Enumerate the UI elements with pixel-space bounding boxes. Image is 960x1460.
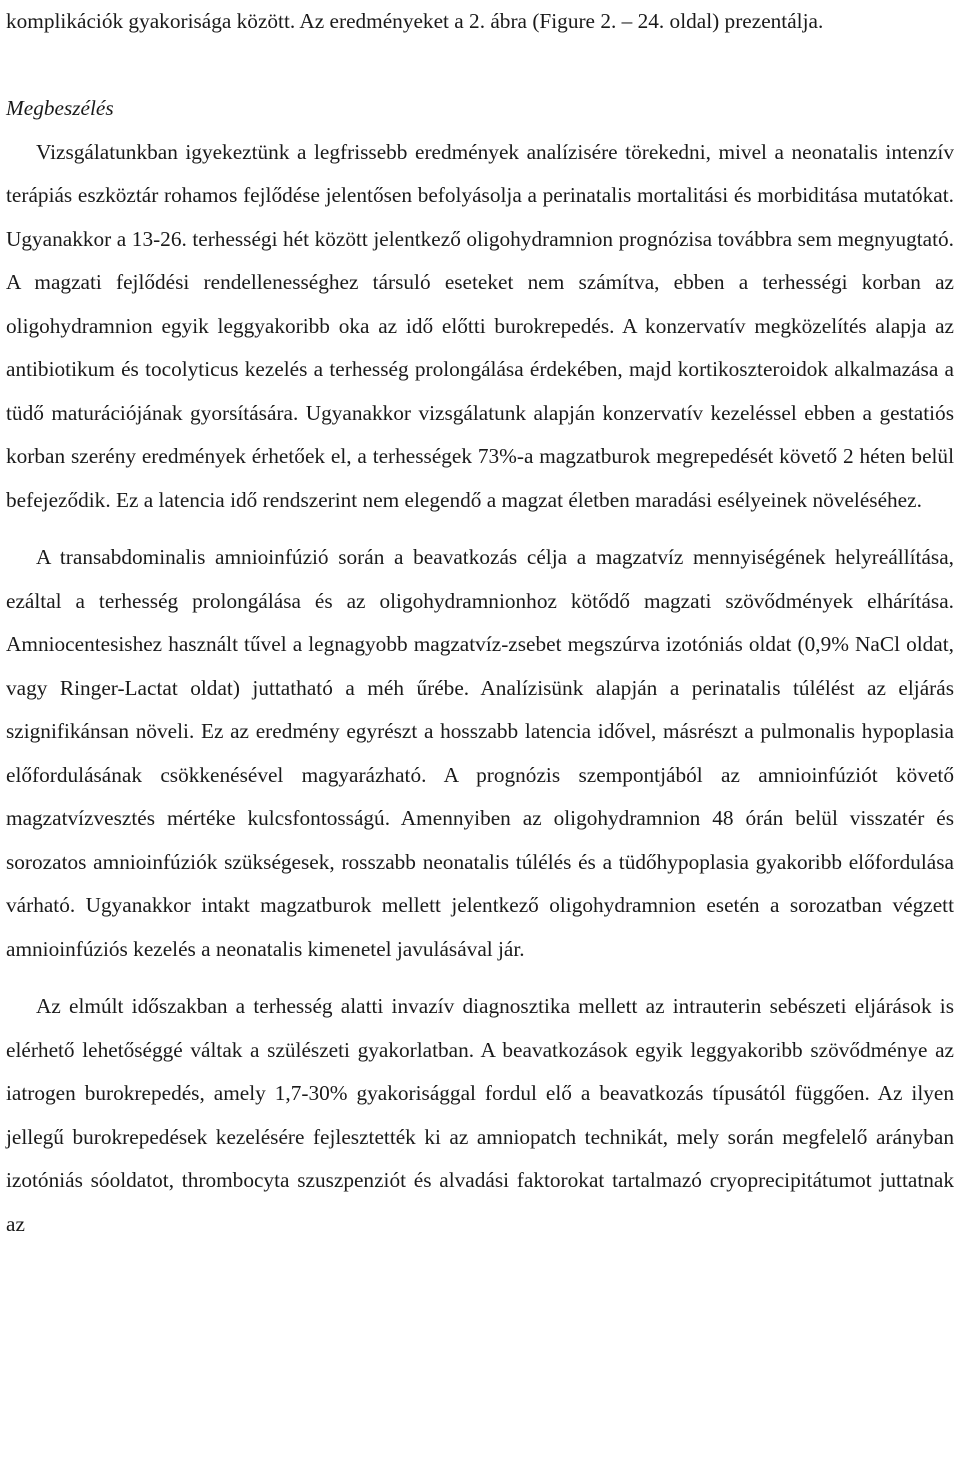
paragraph-3: Az elmúlt időszakban a terhesség alatti invazív diagnosztika mellett az intrauterin sebészeti eljárások is elérhető lehetőséggé váltak a szülészeti gyakorlatban. A beavatkozások egyik leggyakoribb szövődménye az iatrogen burokrepedés, amely 1,7-30% gyakorisággal fordul elő a beavatkozás típusától függően. Az ilyen jellegű burokrepedések kezelésére fejlesztették ki az amniopatch technikát, mely során megfelelő arányban izotóniás sóoldatot, thrombocyta szuszpenziót és alvadási faktorokat tartalmazó cryoprecipitátumot juttatnak az (6, 994, 954, 1236)
paragraph-2: A transabdominalis amnioinfúzió során a beavatkozás célja a magzatvíz mennyiségének helyreállítása, ezáltal a terhesség prolongálása és az oligohydramnionhoz kötődő magzati szövődmények elhárítása. Amniocentesishez használt tűvel a legnagyobb magzatvíz-zsebet megszúrva izotóniás oldat (0,9% NaCl oldat, vagy Ringer-Lactat oldat) juttatható a méh űrébe. Analízisünk alapján a perinatalis túlélést az eljárás szignifikánsan növeli. Ez az eredmény egyrészt a hosszabb latencia idővel, másrészt a pulmonalis hypoplasia előfordulásának csökkenésével magyarázható. A prognózis szempontjából az amnioinfúziót követő magzatvízvesztés mértéke kulcsfontosságú. Amennyiben az oligohydramnion 48 órán belül visszatér és sorozatos amnioinfúziók szükségesek, rosszabb neonatalis túlélés és a tüdőhypoplasia gyakoribb előfordulása várható. Ugyanakkor intakt magzatburok mellett jelentkező oligohydramnion esetén a sorozatban végzett amnioinfúziós kezelés a neonatalis kimenetel javulásával jár. (6, 545, 954, 961)
spacer (6, 971, 954, 985)
intro-fragment: komplikációk gyakorisága között. Az eredményeket a 2. ábra (Figure 2. – 24. oldal) prezentálja. (6, 9, 824, 33)
paragraph-1: Vizsgálatunkban igyekeztünk a legfrissebb eredmények analízisére törekedni, mivel a neonatalis intenzív terápiás eszköztár rohamos fejlődése jelentősen befolyásolja a perinatalis mortalitási és morbiditása mutatókat. Ugyanakkor a 13-26. terhességi hét között jelentkező oligohydramnion prognózisa továbbra sem megnyugtató. A magzati fejlődési rendellenességhez társuló eseteket nem számítva, ebben a terhességi korban az oligohydramnion egyik leggyakoribb oka az idő előtti burokrepedés. A konzervatív megközelítés alapja az antibiotikum és tocolyticus kezelés a terhesség prolongálása érdekében, majd kortikoszteroidok alkalmazása a tüdő maturációjának gyorsítására. Ugyanakkor vizsgálatunk alapján konzervatív kezeléssel ebben a gestatiós korban szerény eredmények érhetőek el, a terhességek 73%-a magzatburok megrepedését követő 2 héten belül befejeződik. Ez a latencia idő rendszerint nem elegendő a magzat életben maradási esélyeinek növeléséhez. (6, 139, 954, 512)
spacer (6, 522, 954, 536)
spacer (6, 44, 954, 88)
document-page (6, 0, 954, 1246)
section-heading: Megbeszélés (6, 96, 114, 120)
